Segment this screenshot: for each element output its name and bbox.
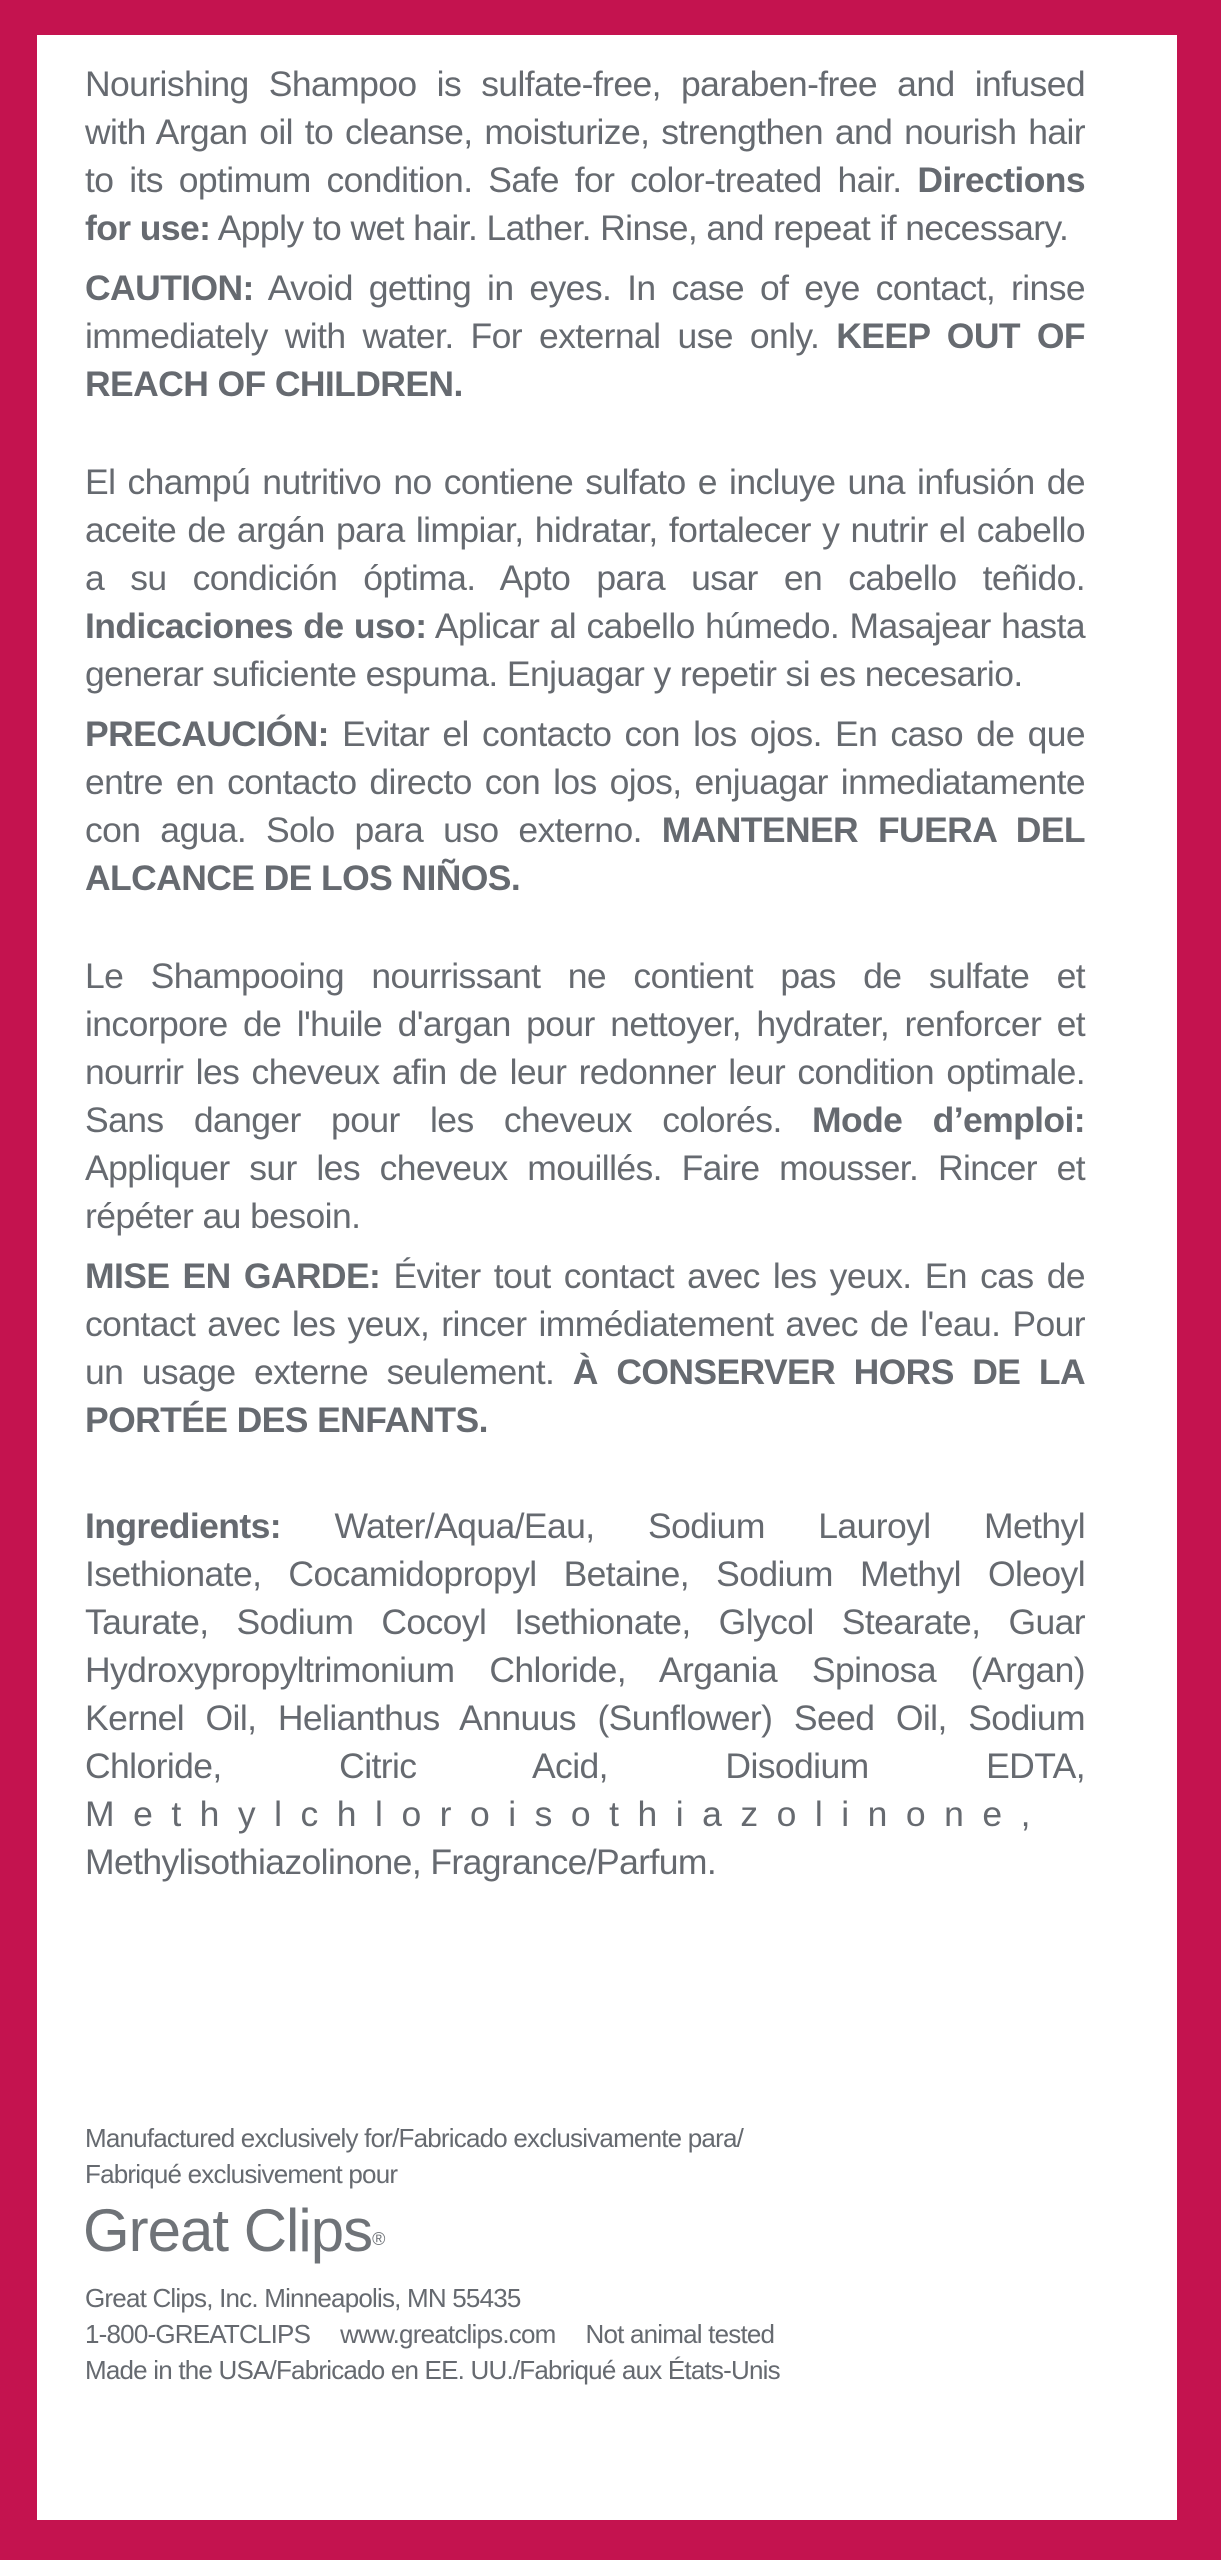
french-caution-warning: À CONSERVER HORS DE LA PORTÉE DES ENFANTS. <box>85 1352 1085 1440</box>
english-caution-text: Avoid getting in eyes. In case of eye contact, rinse immediately with water. For external use only. <box>85 268 1085 356</box>
ingredients-list: Water/Aqua/Eau, Sodium Lauroyl Methyl Isethionate, Cocamidopropyl Betaine, Sodium Methyl Oleoyl Taurate, Sodium Cocoyl Isethionate, Glycol Stearate, Guar Hydroxypropyltrimonium Chloride, Argania Spinosa (Argan) Kernel Oil, Helianthus Annuus (Sunflower) Seed Oil, Sodium Chloride, Citric Acid, Disodium EDTA, <box>85 1506 1085 1786</box>
spanish-caution-label: PRECAUCIÓN: <box>85 714 329 754</box>
french-caution <box>85 1252 1085 1444</box>
manufactured-line-1: Manufactured exclusively for/Fabricado exclusivamente para/ <box>85 2123 744 2153</box>
contact-line <box>85 2316 1085 2352</box>
company-address: Great Clips, Inc. Minneapolis, MN 55435 <box>85 2283 521 2313</box>
brand-name: Great Clips <box>83 2197 373 2264</box>
spanish-caution-warning: MANTENER FUERA DEL ALCANCE DE LOS NIÑOS. <box>85 810 1085 898</box>
manufactured-line-2: Fabriqué exclusivement pour <box>85 2159 398 2189</box>
great-clips-logo <box>83 2196 1085 2266</box>
english-caution-warning: KEEP OUT OF REACH OF CHILDREN. <box>85 316 1086 404</box>
label-content <box>85 60 1085 1886</box>
english-directions-label: Directions for use: <box>85 160 1086 248</box>
ingredients <box>85 1502 1085 1886</box>
spanish-caution-text: Evitar el contacto con los ojos. En caso de que entre en contacto directo con los ojos, enjuagar inmediatamente con agua. Solo para uso externo. <box>85 714 1086 850</box>
english-caution-label: CAUTION: <box>85 268 254 308</box>
ingredients-list-end: Methylisothiazolinone, Fragrance/Parfum. <box>85 1842 717 1882</box>
website: www.greatclips.com <box>340 2319 556 2349</box>
spanish-directions-label: Indicaciones de uso: <box>85 606 427 646</box>
spanish-caution <box>85 710 1085 902</box>
manufacturer-footer <box>85 2120 1085 2388</box>
english-intro: Nourishing Shampoo is sulfate-free, paraben-free and infused with Argan oil to cleanse, moisturize, strengthen and nourish hair to its optimum condition. Safe for color-treated hair. <box>85 64 1085 200</box>
english-description <box>85 60 1085 252</box>
french-directions-text: Appliquer sur les cheveux mouillés. Faire mousser. Rincer et répéter au besoin. <box>85 1148 1085 1236</box>
ingredients-list-spaced: Methylchloroisothiazolinone, <box>85 1794 1049 1834</box>
french-directions-label: Mode d’emploi: <box>812 1100 1085 1140</box>
ingredients-label: Ingredients: <box>85 1506 281 1546</box>
french-caution-text: Éviter tout contact avec les yeux. En cas de contact avec les yeux, rincer immédiatement avec de l'eau. Pour un usage externe seulement. <box>85 1256 1085 1392</box>
english-caution <box>85 264 1085 408</box>
french-description <box>85 952 1085 1240</box>
spanish-intro: El champú nutritivo no contiene sulfato e incluye una infusión de aceite de argán para limpiar, hidratar, fortalecer y nutrir el cabello a su condición óptima. Apto para usar en cabello teñido. <box>85 462 1085 598</box>
country-of-origin: Made in the USA/Fabricado en EE. UU./Fabriqué aux États-Unis <box>85 2355 780 2385</box>
animal-testing-note: Not animal tested <box>585 2319 775 2349</box>
french-intro: Le Shampooing nourrissant ne contient pas de sulfate et incorpore de l'huile d'argan pour nettoyer, hydrater, renforcer et nourrir les cheveux afin de leur redonner leur condition optimale. Sans danger pour les cheveux colorés. <box>85 956 1085 1140</box>
french-caution-label: MISE EN GARDE: <box>85 1256 381 1296</box>
spanish-directions-text: Aplicar al cabello húmedo. Masajear hasta generar suficiente espuma. Enjuagar y repetir si es necesario. <box>85 606 1085 694</box>
spanish-description <box>85 458 1085 698</box>
english-directions-text: Apply to wet hair. Lather. Rinse, and repeat if necessary. <box>217 208 1069 248</box>
phone-number: 1-800-GREATCLIPS <box>85 2319 311 2349</box>
registered-mark: ® <box>372 2229 386 2249</box>
